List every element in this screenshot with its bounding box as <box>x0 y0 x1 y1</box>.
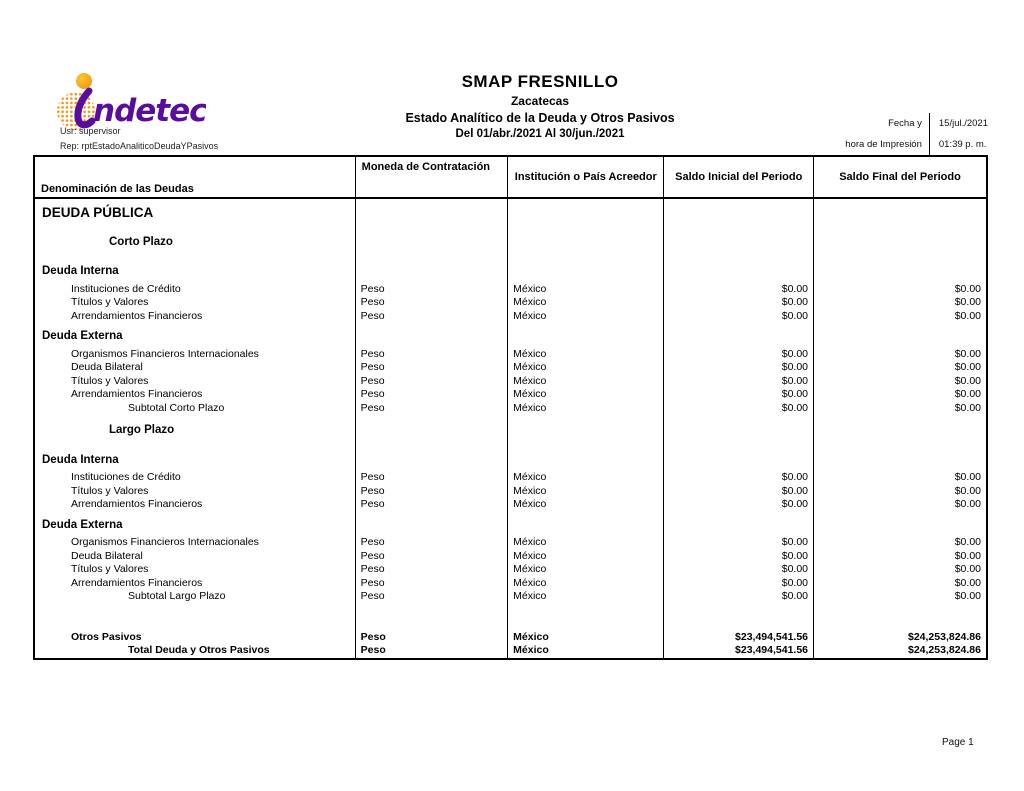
table-row-titulos-y-valores <box>34 485 987 499</box>
country: México <box>508 631 664 645</box>
debt-name: Deuda Externa <box>42 518 123 531</box>
report-period: Del 01/abr./2021 Al 30/jun./2021 <box>455 128 625 140</box>
col-header-moneda: Moneda de Contratación <box>355 156 507 198</box>
currency <box>355 512 507 537</box>
debt-name: Deuda Interna <box>42 453 119 466</box>
table-row-deuda-bilateral <box>34 550 987 564</box>
currency: Peso <box>355 498 507 512</box>
initial-balance: $0.00 <box>664 388 814 402</box>
report-title: Estado Analítico de la Deuda y Otros Pasivos <box>405 111 675 125</box>
debt-name: DEUDA PÚBLICA <box>42 205 154 220</box>
initial-balance: $0.00 <box>664 590 814 604</box>
letter-i-dot-icon <box>76 73 92 89</box>
final-balance: $0.00 <box>814 471 987 485</box>
initial-balance: $0.00 <box>664 550 814 564</box>
col-header-saldo-inicial: Saldo Inicial del Periodo <box>664 156 814 198</box>
final-balance: $0.00 <box>814 536 987 550</box>
table-row-titulos-y-valores <box>34 563 987 577</box>
table-row-total-deuda-y-otros-pasivos <box>34 644 987 659</box>
table-row-gap <box>34 604 987 631</box>
table-row-titulos-y-valores <box>34 296 987 310</box>
final-balance <box>814 323 987 348</box>
final-balance: $0.00 <box>814 348 987 362</box>
report-id-line: Rep: rptEstadoAnaliticoDeudaYPasivos <box>60 141 219 151</box>
final-balance: $0.00 <box>814 563 987 577</box>
table-row-deuda-publica <box>34 198 987 227</box>
country: México <box>508 402 664 416</box>
initial-balance: $0.00 <box>664 498 814 512</box>
debt-table <box>33 155 988 660</box>
country: México <box>508 283 664 297</box>
debt-name: Deuda Externa <box>42 330 123 342</box>
table-row-organismos-financieros-internacionales <box>34 536 987 550</box>
debt-name: Deuda Bilateral <box>71 549 143 562</box>
country <box>508 198 664 227</box>
final-balance <box>814 227 987 259</box>
country: México <box>508 590 664 604</box>
debt-name: Arrendamientos Financieros <box>71 498 203 510</box>
final-balance: $24,253,824.86 <box>814 644 987 659</box>
debt-name: Arrendamientos Financieros <box>71 576 203 589</box>
country <box>508 227 664 259</box>
debt-name: Deuda Bilateral <box>71 361 143 373</box>
table-row-deuda-interna <box>34 258 987 283</box>
initial-balance: $23,494,541.56 <box>664 631 814 645</box>
debt-name: Deuda Interna <box>42 265 119 277</box>
final-balance: $0.00 <box>814 388 987 402</box>
print-info-values <box>929 113 988 155</box>
country <box>508 258 664 283</box>
debt-name: Títulos y Valores <box>71 484 149 497</box>
initial-balance: $0.00 <box>664 310 814 324</box>
print-time: 01:39 p. m. <box>938 139 987 150</box>
final-balance: $0.00 <box>814 375 987 389</box>
country <box>508 323 664 348</box>
initial-balance: $0.00 <box>664 536 814 550</box>
page-number: Page 1 <box>942 737 974 748</box>
final-balance <box>814 512 987 537</box>
initial-balance <box>664 227 814 259</box>
currency: Peso <box>355 402 507 416</box>
initial-balance <box>664 198 814 227</box>
table-row-subtotal-largo-plazo <box>34 590 987 604</box>
print-info <box>845 113 988 155</box>
table-row-organismos-financieros-internacionales <box>34 348 987 362</box>
initial-balance: $0.00 <box>664 348 814 362</box>
print-label-line2: hora de Impresión <box>845 139 922 150</box>
country: México <box>508 536 664 550</box>
currency <box>355 198 507 227</box>
debt-name <box>34 604 355 631</box>
country: México <box>508 498 664 512</box>
country: México <box>508 296 664 310</box>
table-row-arrendamientos-financieros <box>34 498 987 512</box>
initial-balance: $0.00 <box>664 471 814 485</box>
entity-title: SMAP FRESNILLO <box>461 72 619 91</box>
country <box>508 415 664 447</box>
print-info-labels <box>845 113 929 155</box>
country: México <box>508 388 664 402</box>
debt-name: Otros Pasivos <box>71 630 142 643</box>
currency <box>355 604 507 631</box>
final-balance: $0.00 <box>814 283 987 297</box>
initial-balance: $0.00 <box>664 577 814 591</box>
currency: Peso <box>355 577 507 591</box>
country: México <box>508 361 664 375</box>
table-row-otros-pasivos <box>34 631 987 645</box>
currency <box>355 258 507 283</box>
country: México <box>508 577 664 591</box>
country: México <box>508 471 664 485</box>
country: México <box>508 644 664 659</box>
debt-name: Organismos Financieros Internacionales <box>71 536 259 548</box>
country: México <box>508 310 664 324</box>
print-date: 15/jul./2021 <box>938 118 988 129</box>
col-header-institucion: Institución o País Acreedor <box>508 156 664 198</box>
initial-balance: $0.00 <box>664 402 814 416</box>
state-name: Zacatecas <box>510 94 570 108</box>
initial-balance <box>664 415 814 447</box>
debt-name: Arrendamientos Financieros <box>71 309 203 322</box>
initial-balance: $0.00 <box>664 563 814 577</box>
title-block <box>150 72 930 140</box>
initial-balance <box>664 512 814 537</box>
country <box>508 604 664 631</box>
final-balance: $0.00 <box>814 590 987 604</box>
debt-name: Total Deuda y Otros Pasivos <box>128 644 270 656</box>
table-row-subtotal-corto-plazo <box>34 402 987 416</box>
debt-table-body <box>34 198 987 659</box>
debt-name: Subtotal Largo Plazo <box>128 590 226 602</box>
initial-balance: $0.00 <box>664 485 814 499</box>
country: México <box>508 563 664 577</box>
debt-name: Corto Plazo <box>109 235 173 248</box>
country <box>508 447 664 472</box>
currency: Peso <box>355 590 507 604</box>
currency: Peso <box>355 348 507 362</box>
debt-name: Arrendamientos Financieros <box>71 388 203 400</box>
final-balance <box>814 198 987 227</box>
final-balance: $24,253,824.86 <box>814 631 987 645</box>
col-header-denominacion: Denominación de las Deudas <box>41 183 194 195</box>
debt-name: Organismos Financieros Internacionales <box>71 347 259 360</box>
final-balance: $0.00 <box>814 485 987 499</box>
country: México <box>508 550 664 564</box>
debt-name: Largo Plazo <box>109 424 175 436</box>
final-balance: $0.00 <box>814 402 987 416</box>
currency: Peso <box>355 375 507 389</box>
currency: Peso <box>355 644 507 659</box>
currency: Peso <box>355 310 507 324</box>
table-row-deuda-externa <box>34 512 987 537</box>
debt-name: Títulos y Valores <box>71 296 149 308</box>
debt-name: Instituciones de Crédito <box>71 282 181 295</box>
initial-balance <box>664 447 814 472</box>
currency: Peso <box>355 485 507 499</box>
final-balance: $0.00 <box>814 498 987 512</box>
table-row-instituciones-de-credito <box>34 471 987 485</box>
currency: Peso <box>355 361 507 375</box>
initial-balance <box>664 604 814 631</box>
table-row-arrendamientos-financieros <box>34 577 987 591</box>
debt-name: Títulos y Valores <box>71 563 149 575</box>
table-row-deuda-externa <box>34 323 987 348</box>
currency: Peso <box>355 631 507 645</box>
final-balance: $0.00 <box>814 310 987 324</box>
table-row-titulos-y-valores <box>34 375 987 389</box>
country <box>508 512 664 537</box>
initial-balance: $23,494,541.56 <box>664 644 814 659</box>
debt-name: Subtotal Corto Plazo <box>128 401 225 414</box>
logo-text: ndetec <box>93 93 206 129</box>
currency: Peso <box>355 536 507 550</box>
col-header-saldo-final: Saldo Final del Periodo <box>814 156 987 198</box>
initial-balance: $0.00 <box>664 361 814 375</box>
user-line: Usr: supervisor <box>60 126 121 136</box>
final-balance <box>814 447 987 472</box>
print-label-line1: Fecha y <box>888 118 922 129</box>
currency <box>355 227 507 259</box>
initial-balance <box>664 258 814 283</box>
final-balance: $0.00 <box>814 361 987 375</box>
header-row <box>34 156 987 198</box>
final-balance: $0.00 <box>814 577 987 591</box>
final-balance <box>814 604 987 631</box>
table-row-arrendamientos-financieros <box>34 310 987 324</box>
currency <box>355 447 507 472</box>
initial-balance <box>664 323 814 348</box>
table-row-largo-plazo <box>34 415 987 447</box>
table-row-arrendamientos-financieros <box>34 388 987 402</box>
table-row-corto-plazo <box>34 227 987 259</box>
debt-table-header <box>34 156 987 198</box>
debt-name: Títulos y Valores <box>71 374 149 387</box>
table-row-deuda-bilateral <box>34 361 987 375</box>
final-balance <box>814 415 987 447</box>
currency: Peso <box>355 550 507 564</box>
country: México <box>508 348 664 362</box>
initial-balance: $0.00 <box>664 283 814 297</box>
currency <box>355 323 507 348</box>
currency: Peso <box>355 283 507 297</box>
currency: Peso <box>355 563 507 577</box>
table-row-deuda-interna <box>34 447 987 472</box>
debt-name: Instituciones de Crédito <box>71 471 181 483</box>
final-balance: $0.00 <box>814 296 987 310</box>
initial-balance: $0.00 <box>664 296 814 310</box>
currency <box>355 415 507 447</box>
final-balance: $0.00 <box>814 550 987 564</box>
country: México <box>508 485 664 499</box>
currency: Peso <box>355 296 507 310</box>
table-row-instituciones-de-credito <box>34 283 987 297</box>
final-balance <box>814 258 987 283</box>
currency: Peso <box>355 471 507 485</box>
initial-balance: $0.00 <box>664 375 814 389</box>
currency: Peso <box>355 388 507 402</box>
country: México <box>508 375 664 389</box>
